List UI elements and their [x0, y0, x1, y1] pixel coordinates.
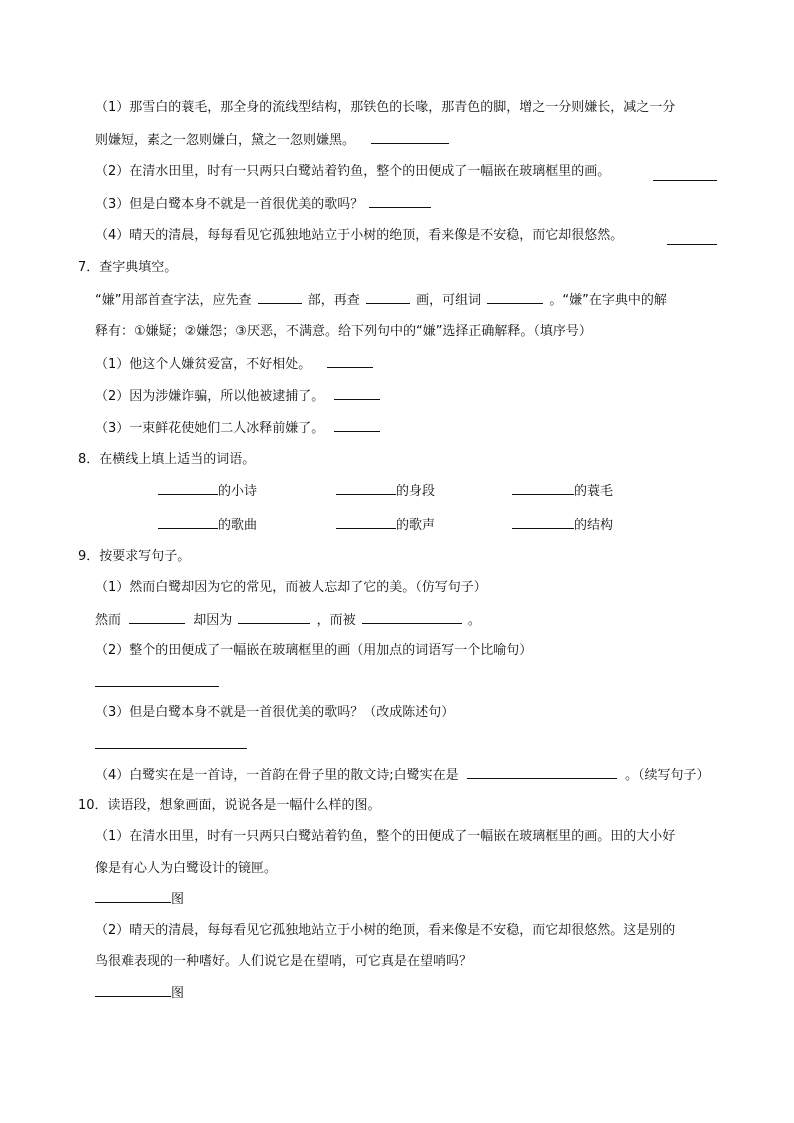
q7-p1-text-c: 画，可组词 [416, 293, 482, 308]
q7-item2-text: （2）因为涉嫌诈骗，所以他被逮捕了。 [95, 389, 325, 404]
q9-s1-text-d: 。 [467, 613, 481, 628]
q8-r1c2-blank[interactable] [336, 482, 396, 495]
q10-p1-line2: 像是有心人为白鹭设计的镜匣。 [95, 861, 278, 876]
q7-item1-answer-blank[interactable] [327, 355, 373, 368]
q7-para2: 释有：①嫌疑；②嫌怨；③厌恶，不满意。给下列句中的“嫌”选择正确解释。（填序号） [95, 324, 592, 339]
q6-item2 [95, 163, 610, 181]
q8-r1c1-text: 的小诗 [218, 484, 258, 499]
q7-item3-text: （3）一束鲜花使她们二人冰释前嫌了。 [95, 421, 325, 436]
q7-strokes-blank[interactable] [366, 291, 410, 304]
q8-r2c3-blank[interactable] [512, 516, 574, 529]
q9-s1-text-a: 然而 [95, 613, 122, 628]
q8-r1c3 [512, 482, 613, 501]
q10-p2-ans-text: 图 [171, 986, 185, 1001]
q9-s1-answer [95, 611, 481, 630]
q8-r1c3-blank[interactable] [512, 482, 574, 495]
q8-r1c2 [336, 482, 435, 501]
q7-word-blank[interactable] [487, 291, 543, 304]
q9-s4-text-a: （4）白鹭实在是一首诗，一首韵在骨子里的散文诗;白鹭实在是 [95, 768, 459, 783]
q7-p1-text-b: 部，再查 [307, 293, 360, 308]
q10-p1-answer [95, 890, 184, 909]
q7-heading: 7．查字典填空。 [78, 260, 178, 275]
q7-item2 [95, 387, 380, 406]
q8-r1c3-text: 的蓑毛 [574, 484, 614, 499]
q6-item2-answer-blank[interactable] [653, 180, 717, 181]
q6-item1-text: 则嫌短，素之一忽则嫌白，黛之一忽则嫌黑。 [95, 133, 356, 148]
q7-p1-text-d: 。“嫌”在字典中的解 [549, 293, 667, 308]
q8-r1c1 [158, 482, 257, 501]
q7-item1 [95, 355, 373, 374]
q9-s1: （1）然而白鹭却因为它的常见，而被人忘却了它的美。（仿写句子） [95, 580, 487, 595]
q8-r2c3-text: 的结构 [574, 518, 614, 533]
q6-item4-text: （4）晴天的清晨，每每看见它孤独地站立于小树的绝顶，看来像是不安稳，而它却很悠然。 [95, 228, 624, 243]
q10-p2-line2: 鸟很难表现的一种嗜好。人们说它是在望哨，可它真是在望哨吗？ [95, 954, 473, 969]
q9-s4 [95, 766, 709, 785]
q6-item1-answer-blank[interactable] [371, 131, 449, 144]
q9-s3: （3）但是白鹭本身不就是一首很优美的歌吗？（改成陈述句） [95, 705, 455, 720]
q9-s4-blank[interactable] [467, 766, 617, 779]
q9-s1-blank-3[interactable] [362, 611, 462, 624]
q6-item2-text: （2）在清水田里，时有一只两只白鹭站着钓鱼，整个的田便成了一幅嵌在玻璃框里的画。 [95, 164, 611, 179]
q8-r2c2 [336, 516, 435, 535]
q6-item4 [95, 227, 623, 245]
q7-item1-text: （1）他这个人嫌贫爱富，不好相处。 [95, 357, 312, 372]
q8-r1c1-blank[interactable] [158, 482, 218, 495]
q6-item3-answer-blank[interactable] [369, 195, 431, 208]
q8-r2c1-text: 的歌曲 [218, 518, 258, 533]
q6-item1-line1: （1）那雪白的蓑毛，那全身的流线型结构，那铁色的长喙，那青色的脚，增之一分则嫌长，减之一分 [95, 100, 676, 115]
q8-heading: 8．在横线上填上适当的词语。 [78, 452, 256, 467]
q10-p1-ans-text: 图 [171, 892, 185, 907]
q8-r1c2-text: 的身段 [396, 484, 436, 499]
q6-item1-line2 [95, 131, 449, 150]
q9-s1-text-b: 却因为 [193, 613, 233, 628]
q8-r2c3 [512, 516, 613, 535]
q9-s1-blank-2[interactable] [238, 611, 310, 624]
q10-p1-answer-blank[interactable] [95, 890, 171, 903]
q7-item2-answer-blank[interactable] [334, 387, 380, 400]
q9-heading: 9．按要求写句子。 [78, 549, 191, 564]
q10-heading: 10．读语段，想象画面，说说各是一幅什么样的图。 [78, 798, 381, 813]
q9-s4-text-b: 。（续写句子） [624, 768, 710, 783]
q10-p2-answer [95, 984, 184, 1003]
q8-r2c2-text: 的歌声 [396, 518, 436, 533]
q7-item3 [95, 419, 380, 438]
q9-s1-text-c: ，而被 [316, 613, 356, 628]
q10-p1-line1: （1）在清水田里，时有一只两只白鹭站着钓鱼，整个的田便成了一幅嵌在玻璃框里的画。田的大小好 [95, 829, 676, 844]
q10-p2-answer-blank[interactable] [95, 984, 171, 997]
q6-item3-text: （3）但是白鹭本身不就是一首很优美的歌吗？ [95, 197, 364, 212]
q10-p2-line1: （2）晴天的清晨，每每看见它孤独地站立于小树的绝顶，看来像是不安稳，而它却很悠然。这是别的 [95, 923, 676, 938]
q8-r2c1 [158, 516, 257, 535]
q9-s3-answer-line[interactable] [95, 748, 247, 749]
q7-item3-answer-blank[interactable] [334, 419, 380, 432]
q7-p1-text-a: “嫌”用部首查字法，应先查 [95, 293, 252, 308]
q6-item3 [95, 195, 431, 214]
q8-r2c2-blank[interactable] [336, 516, 396, 529]
q6-item4-answer-blank[interactable] [667, 244, 717, 245]
q8-r2c1-blank[interactable] [158, 516, 218, 529]
q7-radical-blank[interactable] [258, 291, 302, 304]
q9-s2: （2）整个的田便成了一幅嵌在玻璃框里的画（用加点的词语写一个比喻句） [95, 643, 533, 658]
q7-para1 [95, 291, 667, 310]
q9-s1-blank-1[interactable] [129, 611, 185, 624]
q9-s2-answer-line[interactable] [95, 686, 219, 687]
